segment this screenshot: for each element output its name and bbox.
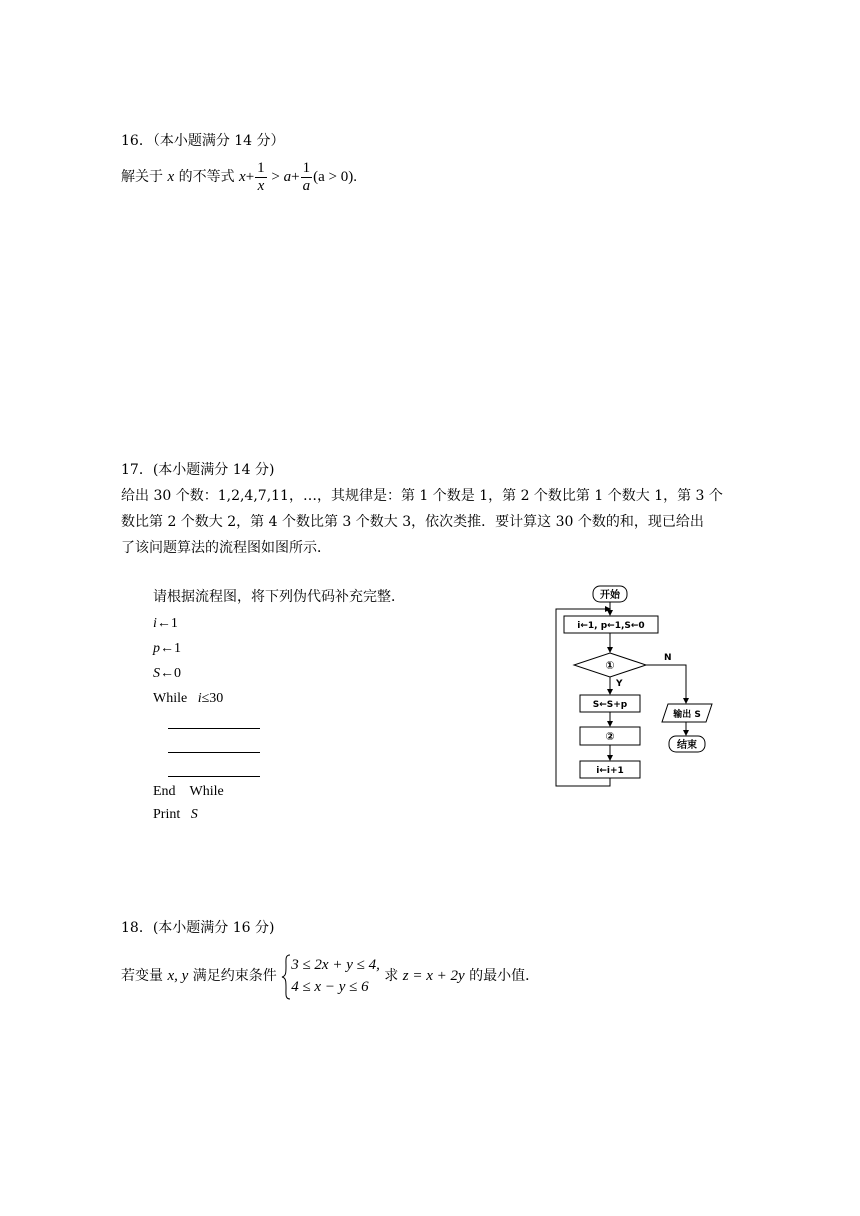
q18-constraint-system xyxy=(281,954,380,998)
flow-step-sum-label: S←S+p xyxy=(592,700,628,710)
flow-yes-label: Y xyxy=(616,679,623,689)
code-print xyxy=(153,805,198,825)
q16-inequality xyxy=(239,160,357,194)
q16-condition: (a > 0) xyxy=(313,168,354,185)
q16-gt: > xyxy=(267,168,284,185)
q18-vars: x, y xyxy=(167,968,189,984)
q18-statement xyxy=(121,954,539,998)
code-assign-s: ←0 xyxy=(160,666,181,681)
q17-line-2: 数比第 2 个数大 2，第 4 个数比第 3 个数大 3，依次类推．要计算这 30 个数的和，现已给出 xyxy=(121,514,704,530)
q16-text-b: 的不等式 xyxy=(178,168,235,185)
code-assign-p: ←1 xyxy=(160,641,181,656)
code-while-keyword: While xyxy=(153,691,188,706)
flow-decision-label: ① xyxy=(605,659,615,672)
flow-no-label: N xyxy=(664,653,672,663)
q16-header: 16．（本小题满分 14 分） xyxy=(121,133,285,149)
code-line-s xyxy=(153,664,181,684)
code-print-keyword: Print xyxy=(153,807,181,822)
q18-objective: z = x + 2y xyxy=(402,968,465,984)
q16-lhs: x xyxy=(239,168,246,185)
flow-output-label: 输出 S xyxy=(673,710,701,720)
code-print-var: S xyxy=(190,807,198,822)
code-line-p xyxy=(153,639,181,659)
q16-plus-2: + xyxy=(291,168,300,185)
q18-text-c: 求 xyxy=(384,968,399,984)
q16-frac2-den: a xyxy=(302,178,311,194)
brace-icon xyxy=(281,954,291,1000)
code-while-cond: ≤30 xyxy=(201,691,224,706)
q16-var-x: x xyxy=(167,168,175,185)
q16-frac1-num: 1 xyxy=(257,160,265,176)
flowchart xyxy=(540,580,740,800)
flow-step-blank-label: ② xyxy=(605,730,615,743)
code-var-s: S xyxy=(153,666,160,681)
q18-constraint-2: 4 ≤ x − y ≤ 6 xyxy=(291,979,369,995)
code-var-i: i xyxy=(153,616,157,631)
flow-step-inc-label: i←i+1 xyxy=(596,766,624,776)
q16-period: . xyxy=(353,168,357,185)
flow-end-label: 结束 xyxy=(677,740,697,751)
code-while xyxy=(153,689,223,709)
q16-frac1-den: x xyxy=(257,178,265,194)
code-blank-3[interactable] xyxy=(168,764,260,784)
code-line-i xyxy=(153,614,178,634)
code-assign-i: ←1 xyxy=(156,616,178,631)
flow-start-label: 开始 xyxy=(600,590,620,601)
code-end-while: End While xyxy=(153,784,224,799)
code-blank-1[interactable] xyxy=(168,716,260,736)
q18-header: 18．(本小题满分 16 分) xyxy=(121,920,275,936)
q17-line-1: 给出 30 个数：1,2,4,7,11，…，其规律是：第 1 个数是 1，第 2 个数比第 1 个数大 1，第 3 个 xyxy=(121,488,723,504)
q17-header: 17．(本小题满分 14 分) xyxy=(121,462,275,478)
q18-constraint-1: 3 ≤ 2x + y ≤ 4, xyxy=(291,957,380,973)
q17-instruction: 请根据流程图，将下列伪代码补充完整． xyxy=(153,590,405,605)
q17-line-3: 了该问题算法的流程图如图所示． xyxy=(121,540,331,556)
code-var-p: p xyxy=(153,641,160,656)
flow-init-label: i←1, p←1,S←0 xyxy=(577,621,645,631)
q16-text-a: 解关于 xyxy=(121,168,163,185)
code-blank-2[interactable] xyxy=(168,740,260,760)
q16-frac2-num: 1 xyxy=(302,160,311,176)
q18-text-b: 满足约束条件 xyxy=(192,968,277,984)
q18-text-d: 的最小值． xyxy=(469,968,540,984)
q16-rhs-a: a xyxy=(283,168,292,185)
q16-statement xyxy=(121,160,357,195)
q16-fraction-2 xyxy=(301,160,313,195)
q18-text-a: 若变量 xyxy=(121,968,163,984)
q16-fraction-1 xyxy=(255,160,267,195)
q16-plus-1: + xyxy=(245,168,255,185)
code-while-var: i xyxy=(197,691,202,706)
